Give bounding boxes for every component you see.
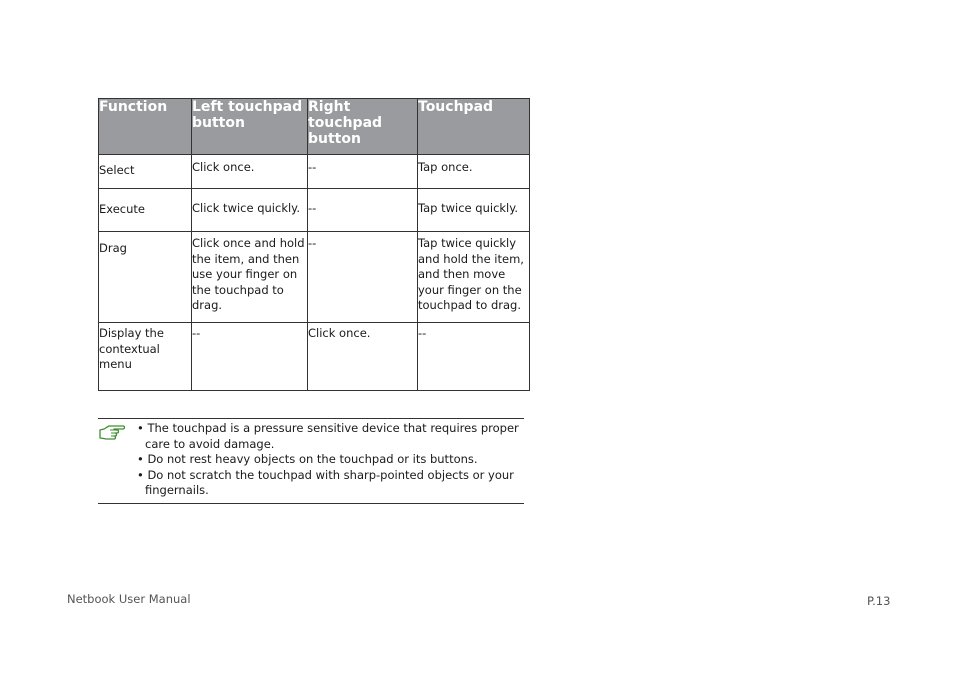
table-cell [418,232,530,323]
cell-text: Display the contextual menu [99,326,164,371]
footer-page-number: P.13 [867,594,891,608]
table-row [99,323,530,391]
table-row [99,189,530,232]
pointing-hand-icon [98,423,128,443]
header-function: Function [99,99,192,155]
cell-text: Click once. [308,326,371,340]
table-header-row [99,99,530,155]
table-cell [192,189,308,232]
cell-text: -- [308,236,317,250]
cell-text: -- [192,326,201,340]
header-touchpad: Touchpad [418,99,530,155]
note-item-scratch: • Do not scratch the touchpad with sharp-pointed objects or your fingernails. [137,467,514,497]
table-row [99,232,530,323]
header-left-touchpad-button: Left touchpad button [192,99,308,155]
cell-text: Click once and hold the item, and then use your finger on the touchpad to drag. [192,236,305,312]
cell-text: Execute [99,202,145,216]
note-list [137,421,522,499]
note-item-heavy-objects: • Do not rest heavy objects on the touchpad or its buttons. [137,452,478,466]
table-cell [99,189,192,232]
table-row [99,155,530,189]
cell-text: -- [418,326,427,340]
table-cell [99,155,192,189]
table-cell [192,323,308,391]
table-cell [308,155,418,189]
cell-text: Click twice quickly. [192,201,301,215]
cell-text: -- [308,201,317,215]
cell-text: Tap once. [418,160,473,174]
table-cell [192,232,308,323]
footer-manual-title: Netbook User Manual [67,592,191,606]
table-cell [99,232,192,323]
cell-text: Select [99,163,135,177]
cell-text: Tap twice quickly and hold the item, and then move your finger on the touchpad to drag. [418,236,524,312]
cell-text: Drag [99,241,127,255]
note-item-care: • The touchpad is a pressure sensitive device that requires proper care to avoid damage. [137,421,519,451]
touchpad-function-table [98,98,530,391]
table-cell [99,323,192,391]
table-cell [418,323,530,391]
table-cell [308,189,418,232]
table-cell [308,232,418,323]
cell-text: Click once. [192,160,255,174]
table-cell [192,155,308,189]
cell-text: -- [308,160,317,174]
cell-text: Tap twice quickly. [418,201,519,215]
header-right-touchpad-button: Right touchpad button [308,99,418,155]
table-cell [418,155,530,189]
table-cell [308,323,418,391]
note-box [98,418,524,504]
table-cell [418,189,530,232]
